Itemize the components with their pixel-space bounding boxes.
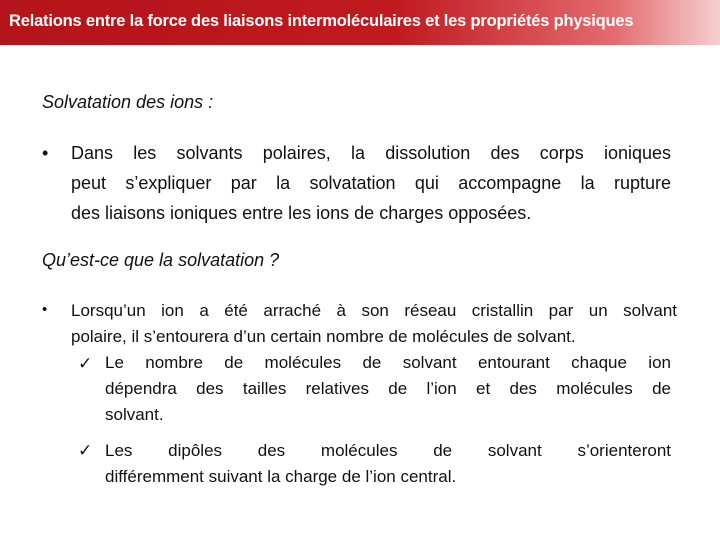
text-line: Dans les solvants polaires, la dissolution des corps ioniques — [71, 143, 671, 163]
subpoint-dipole-orientation — [105, 438, 671, 490]
checkmark-icon: ✓ — [78, 441, 93, 460]
checkmark-icon: ✓ — [78, 354, 93, 373]
text-line: Le nombre de molécules de solvant entourant chaque ion — [105, 353, 671, 372]
paragraph-ion-solvent — [71, 298, 677, 350]
subpoint-molecule-count — [105, 350, 671, 428]
text-line: Les dipôles des molécules de solvant s’orienteront — [105, 441, 671, 460]
text-line: différemment suivant la charge de l’ion central. — [105, 467, 457, 486]
text-line: peut s’expliquer par la solvatation qui accompagne la rupture — [71, 173, 671, 193]
section-heading-question: Qu’est-ce que la solvatation ? — [42, 250, 280, 270]
slide-title: Relations entre la force des liaisons intermoléculaires et les propriétés physiques — [9, 12, 634, 30]
paragraph-dissolution — [71, 138, 671, 228]
text-line: dépendra des tailles relatives de l’ion et des molécules de — [105, 379, 671, 398]
text-line: polaire, il s’entourera d’un certain nombre de molécules de solvant. — [71, 327, 576, 346]
text-line: des liaisons ioniques entre les ions de charges opposées. — [71, 203, 532, 223]
text-line: solvant. — [105, 405, 164, 424]
bullet-icon: • — [42, 143, 49, 163]
text-line: Lorsqu’un ion a été arraché à son réseau cristallin par un solvant — [71, 301, 677, 320]
title-bar — [0, 0, 720, 45]
bullet-icon: • — [42, 301, 48, 318]
section-heading-solvatation: Solvatation des ions : — [42, 92, 214, 112]
